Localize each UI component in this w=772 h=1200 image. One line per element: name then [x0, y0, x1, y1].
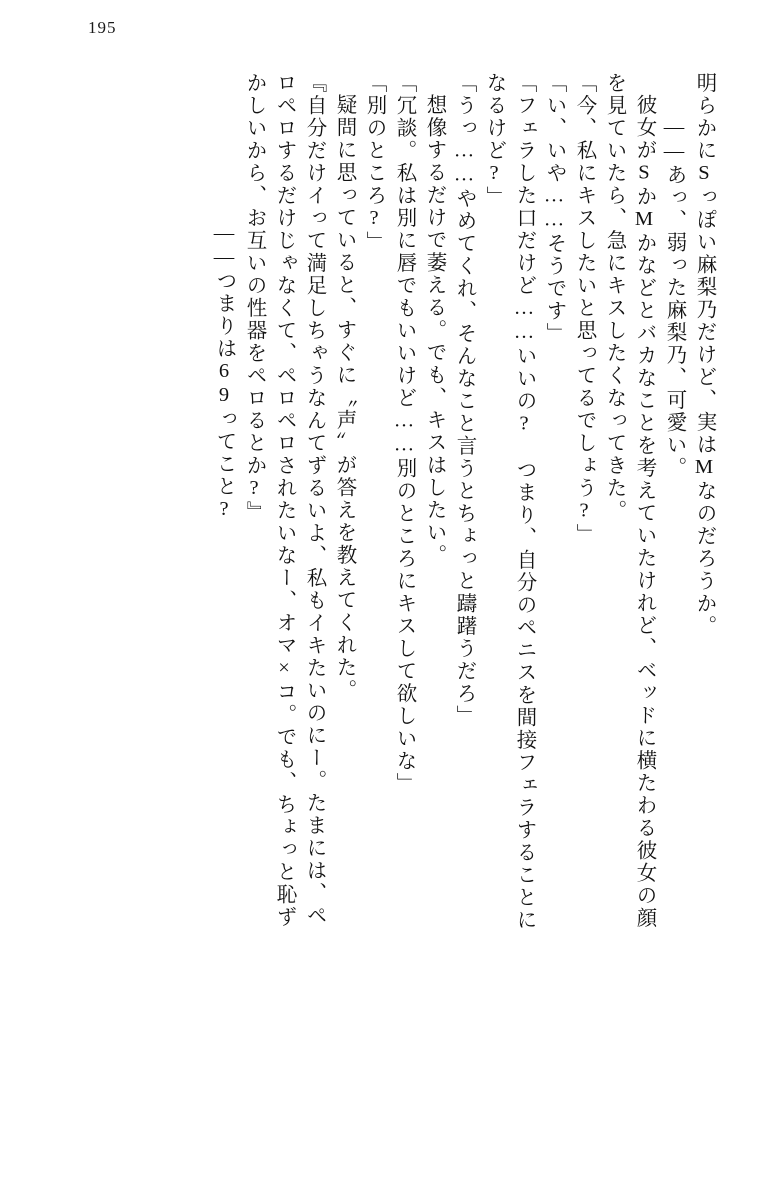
text-line: 想像するだけで萎える。でも、キスはしたい。 — [423, 94, 445, 567]
body-text — [74, 72, 714, 1152]
text-line: 「うっ……やめてくれ、そんなこと言うとちょっと躊躇うだろ」 — [453, 72, 475, 728]
text-line: 『自分だけイって満足しちゃうなんてずるいよ、私もイキたいのにー。たまには、ペ — [303, 72, 325, 927]
text-line: 明らかにSっぽい麻梨乃だけど、実はMなのだろうか。 — [693, 72, 715, 638]
text-line: 彼女がSかMかなどとバカなことを考えていたけれど、ベッドに横たわる彼女の顔 — [633, 94, 655, 930]
text-line: 「別のところ?」 — [363, 72, 385, 254]
page-number: 195 — [88, 18, 117, 37]
text-line: 「い、いや……そうです」 — [543, 72, 565, 345]
text-line: ――つまりは69ってこと? — [213, 222, 235, 522]
text-line: 疑問に思っていると、すぐに〝声〟が答えを教えてくれた。 — [333, 94, 355, 702]
text-line: ――あっ、弱った麻梨乃、可愛い。 — [663, 116, 685, 479]
text-line: かしいから、お互いの性器をペロるとか?』 — [243, 72, 265, 524]
text-line: ロペロするだけじゃなくて、ペロペロされたいなー、オマ×コ。でも、ちょっと恥ず — [273, 72, 295, 929]
text-line: なるけど?」 — [483, 72, 505, 209]
text-line: 「冗談。私は別に唇でもいいけど……別のところにキスして欲しいな」 — [393, 72, 415, 795]
text-line: 「今、私にキスしたいと思ってるでしょう?」 — [573, 72, 595, 546]
text-line: 「フェラした口だけど……いいの? つまり、自分のペニスを間接フェラすることに — [513, 72, 535, 932]
text-line: を見ていたら、急にキスしたくなってきた。 — [603, 72, 625, 522]
